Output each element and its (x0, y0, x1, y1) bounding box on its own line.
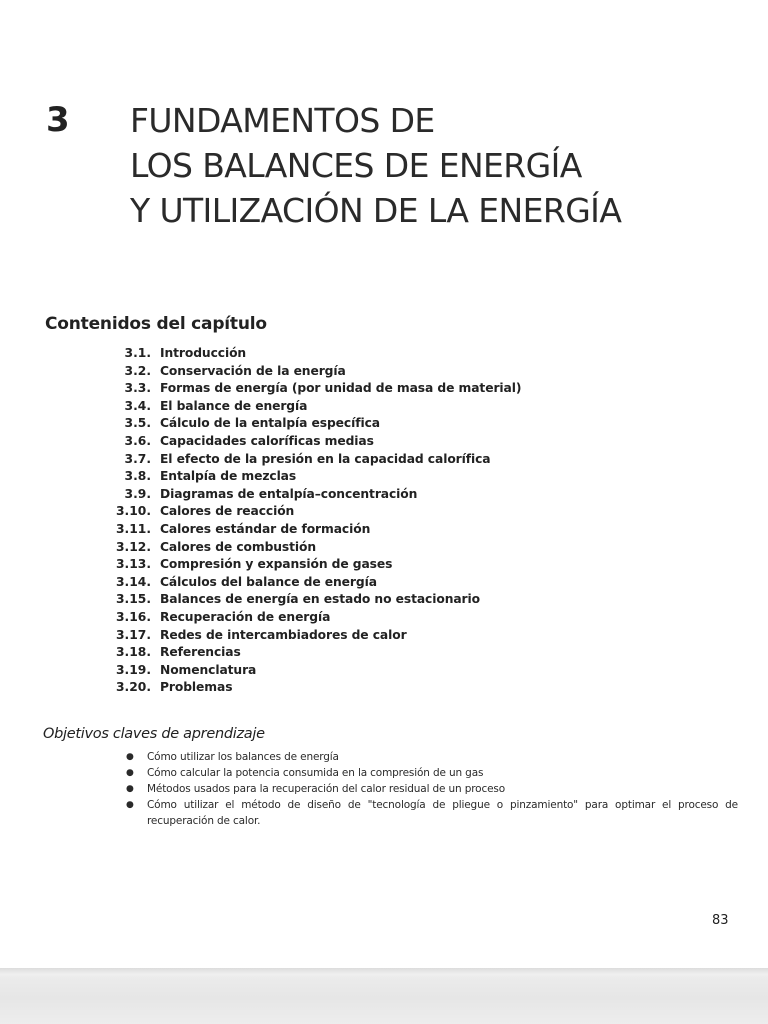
objective-text: Cómo calcular la potencia consumida en la compresión de un gas (147, 767, 484, 779)
contents-heading: Contenidos del capítulo (45, 314, 267, 334)
contents-item-number: 3.19. (115, 662, 151, 677)
objective-item (126, 797, 738, 829)
chapter-number: 3 (46, 100, 70, 140)
objective-text: Cómo utilizar los balances de energía (147, 751, 339, 763)
contents-item (100, 345, 521, 363)
contents-item-number: 3.2. (124, 363, 151, 378)
contents-item (100, 363, 521, 381)
contents-item (100, 503, 521, 521)
bullet-icon: ● (126, 768, 134, 778)
contents-item-label: Introducción (160, 346, 247, 360)
chapter-title-line: LOS BALANCES DE ENERGÍA (130, 146, 582, 185)
contents-item-number: 3.9. (124, 486, 151, 501)
contents-item-number: 3.3. (124, 381, 151, 396)
chapter-title-line: Y UTILIZACIÓN DE LA ENERGÍA (130, 191, 622, 230)
objective-item (126, 781, 738, 797)
contents-item-number: 3.13. (115, 557, 151, 572)
objective-item (126, 765, 738, 781)
contents-item (100, 679, 521, 697)
contents-item-label: Formas de energía (por unidad de masa de material) (160, 381, 522, 396)
contents-item-number: 3.4. (124, 398, 151, 413)
contents-item-label: Cálculos del balance de energía (160, 574, 377, 589)
contents-item-label: Capacidades caloríficas medias (160, 433, 374, 448)
chapter-title (130, 98, 750, 233)
contents-item (100, 644, 521, 662)
contents-item (100, 556, 521, 574)
contents-item-number: 3.17. (115, 627, 151, 642)
scan-edge-band (0, 968, 768, 1024)
contents-item-label: Redes de intercambiadores de calor (160, 627, 407, 642)
contents-list (100, 345, 521, 697)
contents-item-number: 3.16. (115, 609, 151, 624)
contents-item (100, 468, 521, 486)
contents-item-number: 3.18. (115, 645, 151, 660)
contents-item (100, 433, 521, 451)
contents-item (100, 521, 521, 539)
objectives-list (126, 749, 738, 829)
contents-item-label: Calores estándar de formación (160, 521, 371, 536)
contents-item-label: Compresión y expansión de gases (160, 557, 393, 572)
bullet-icon: ● (126, 800, 134, 810)
contents-item-number: 3.20. (115, 680, 151, 695)
contents-item (100, 539, 521, 557)
contents-item-number: 3.12. (115, 539, 151, 554)
contents-item (100, 591, 521, 609)
contents-item (100, 486, 521, 504)
contents-item-label: Diagramas de entalpía–concentración (160, 486, 418, 501)
contents-item-label: Problemas (160, 680, 233, 695)
chapter-title-line: FUNDAMENTOS DE (130, 101, 435, 140)
contents-item-label: El efecto de la presión en la capacidad calorífica (160, 451, 491, 466)
bullet-icon: ● (126, 784, 134, 794)
scan-edge-shadow (0, 968, 768, 974)
contents-item-label: Conservación de la energía (160, 363, 346, 378)
contents-item (100, 415, 521, 433)
contents-item-number: 3.10. (115, 504, 151, 519)
objective-item (126, 749, 738, 765)
contents-item (100, 380, 521, 398)
contents-item-number: 3.8. (124, 469, 151, 484)
contents-item (100, 627, 521, 645)
contents-item (100, 398, 521, 416)
contents-item-number: 3.15. (115, 592, 151, 607)
contents-item-label: Entalpía de mezclas (160, 469, 297, 484)
contents-item-number: 3.14. (115, 574, 151, 589)
bullet-icon: ● (126, 752, 134, 762)
contents-item (100, 451, 521, 469)
contents-item (100, 609, 521, 627)
contents-item-label: Balances de energía en estado no estacionario (160, 592, 480, 607)
contents-item-label: Calores de combustión (160, 539, 317, 554)
contents-item-number: 3.6. (124, 433, 151, 448)
contents-item-number: 3.11. (115, 521, 151, 536)
contents-item-number: 3.7. (124, 451, 151, 466)
contents-item-label: Cálculo de la entalpía específica (160, 416, 380, 431)
objective-text: Métodos usados para la recuperación del calor residual de un proceso (147, 783, 505, 795)
contents-item-number: 3.5. (124, 416, 151, 431)
contents-item-number: 3.1. (124, 346, 151, 360)
objective-text: Cómo utilizar el método de diseño de "tecnología de pliegue o pinzamiento" para optimar el proceso de recuperación de calor. (147, 799, 738, 827)
contents-item (100, 574, 521, 592)
contents-item-label: Nomenclatura (160, 662, 257, 677)
contents-item-label: El balance de energía (160, 398, 308, 413)
contents-item-label: Referencias (160, 645, 241, 660)
contents-item-label: Recuperación de energía (160, 609, 331, 624)
contents-item (100, 662, 521, 680)
contents-item-label: Calores de reacción (160, 504, 295, 519)
objectives-heading: Objetivos claves de aprendizaje (43, 726, 265, 742)
page-number: 83 (712, 913, 729, 928)
